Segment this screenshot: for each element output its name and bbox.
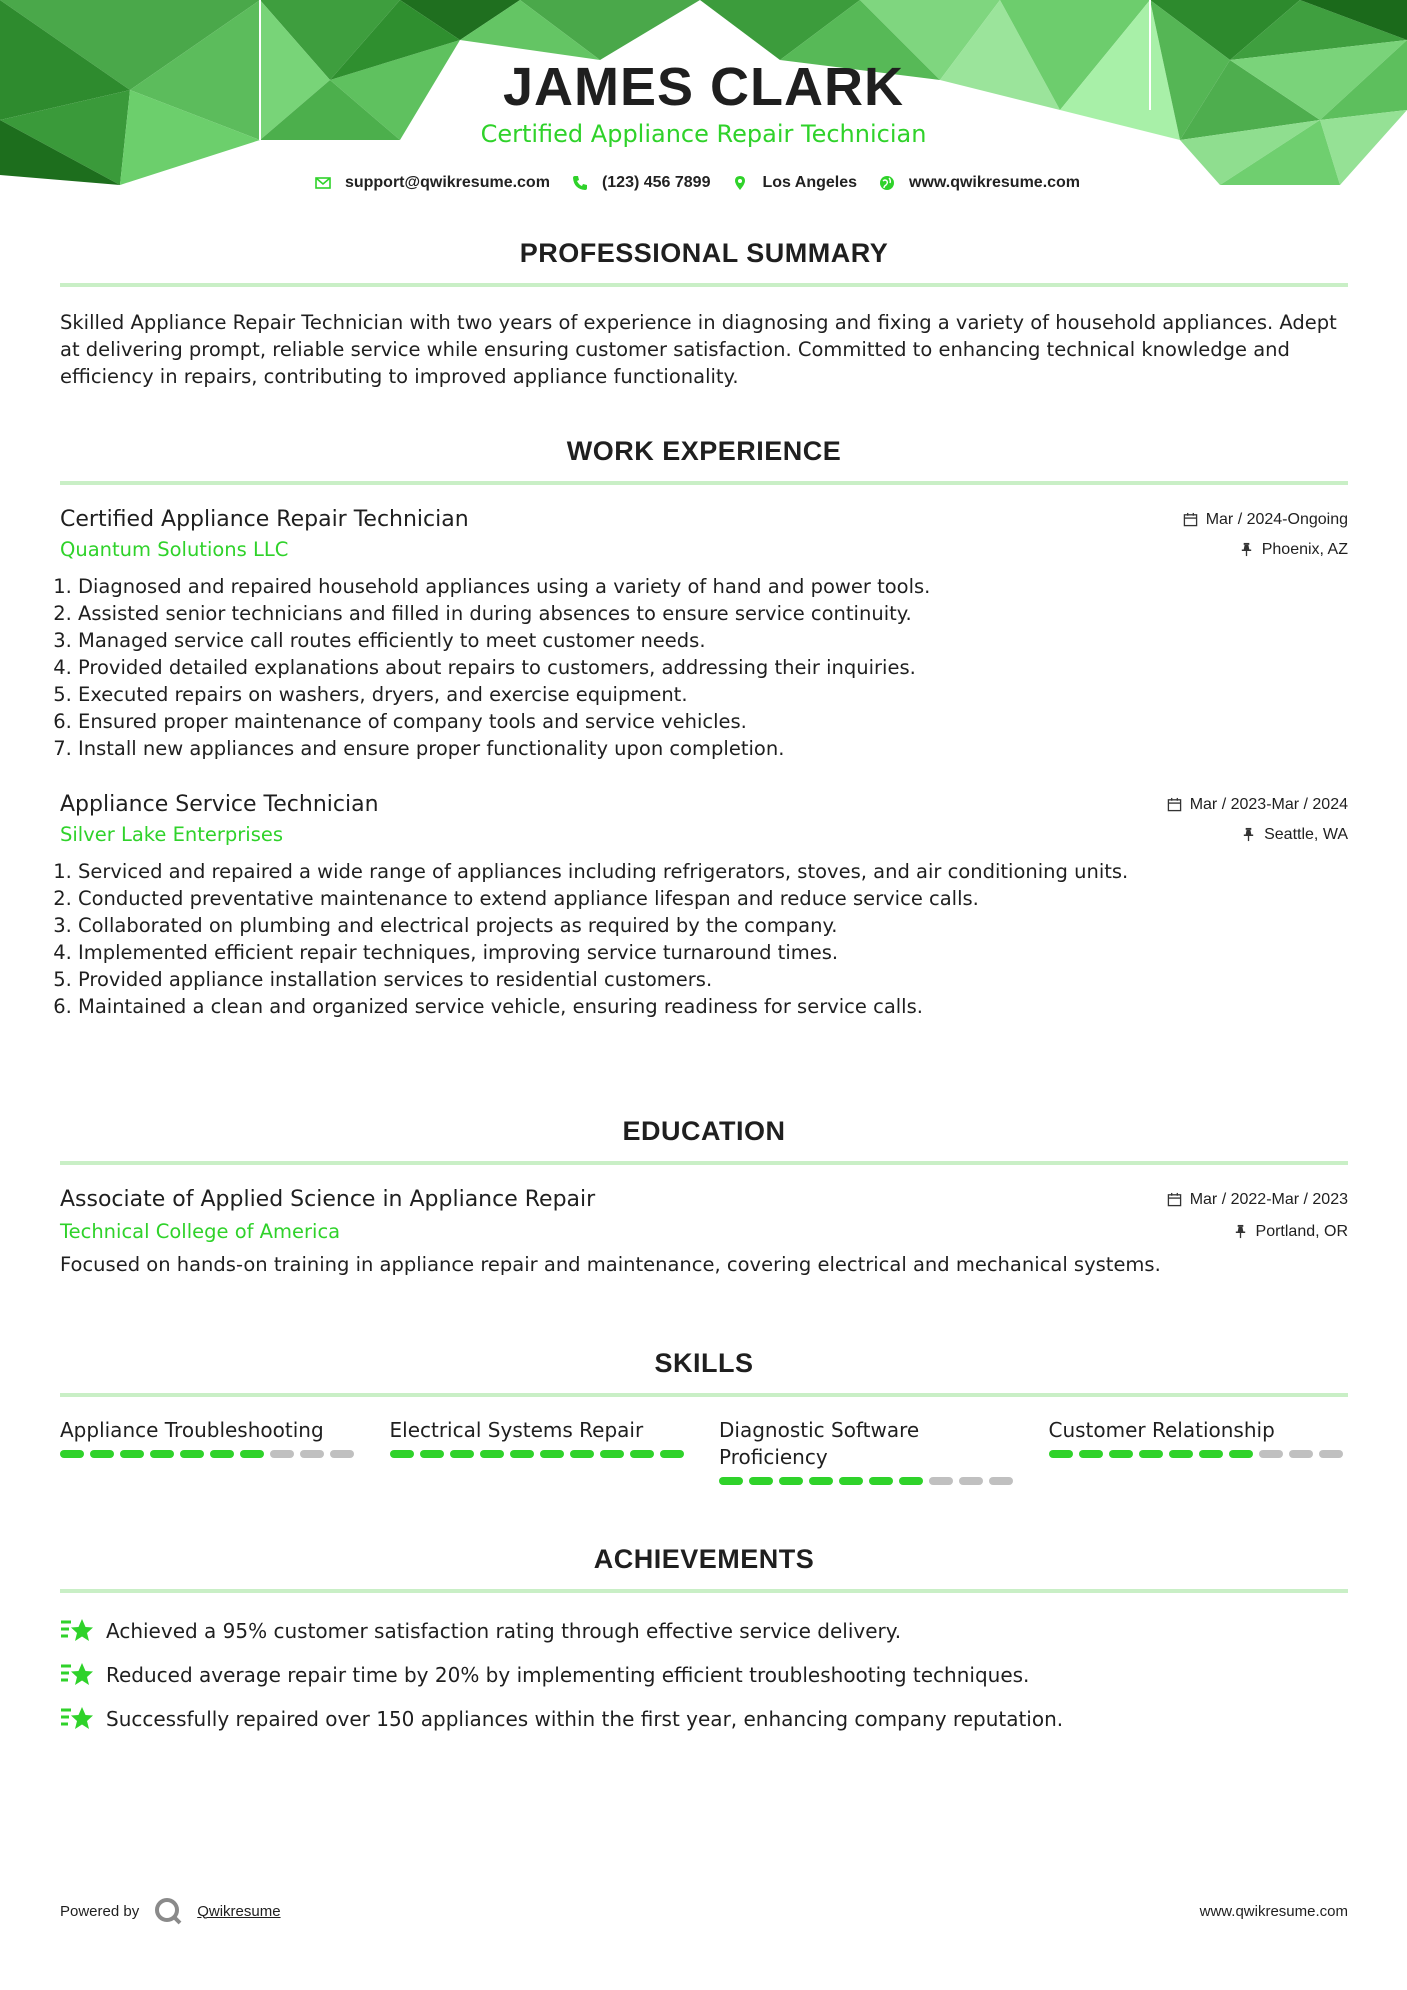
job-title: Certified Appliance Repair Technician bbox=[60, 507, 469, 532]
skill-dot-filled bbox=[1079, 1450, 1103, 1458]
skill-dot-filled bbox=[90, 1450, 114, 1458]
duty-item: 4. Provided detailed explanations about repairs to customers, addressing their inquiries. bbox=[78, 654, 1348, 681]
skill-dot-filled bbox=[839, 1477, 863, 1485]
achievement-item bbox=[60, 1653, 1348, 1697]
skill-dot-filled bbox=[1229, 1450, 1253, 1458]
duty-item: 3. Managed service call routes efficiently to meet customer needs. bbox=[78, 627, 1348, 654]
skill-dot-filled bbox=[510, 1450, 534, 1458]
skill-dot-filled bbox=[210, 1450, 234, 1458]
school-name: Technical College of America bbox=[60, 1220, 341, 1243]
job-duties bbox=[60, 858, 1348, 1020]
achievement-item bbox=[60, 1609, 1348, 1653]
job-entry bbox=[60, 507, 1348, 762]
candidate-name: JAMES CLARK bbox=[502, 57, 905, 117]
achievement-text: Reduced average repair time by 20% by implementing efficient troubleshooting techniques. bbox=[106, 1663, 1030, 1687]
degree-title: Associate of Applied Science in Appliance Repair bbox=[60, 1187, 596, 1212]
contact-email[interactable] bbox=[315, 174, 550, 192]
calendar-icon bbox=[1167, 1192, 1182, 1207]
section-divider bbox=[60, 283, 1348, 287]
job-dates-text: Mar / 2023-Mar / 2024 bbox=[1189, 795, 1348, 813]
contact-phone-text: (123) 456 7899 bbox=[601, 174, 711, 191]
achievement-text: Achieved a 95% customer satisfaction rating through effective service delivery. bbox=[106, 1619, 902, 1643]
skill-dot-filled bbox=[420, 1450, 444, 1458]
contact-bar bbox=[0, 174, 1407, 192]
skill-dot-filled bbox=[480, 1450, 504, 1458]
skill-item bbox=[60, 1417, 360, 1485]
skill-dot-filled bbox=[899, 1477, 923, 1485]
contact-phone[interactable] bbox=[572, 174, 711, 192]
skill-dot-filled bbox=[600, 1450, 624, 1458]
pushpin-icon bbox=[1241, 827, 1256, 842]
duty-item: 1. Diagnosed and repaired household appliances using a variety of hand and power tools. bbox=[78, 573, 1348, 600]
skill-dot-filled bbox=[570, 1450, 594, 1458]
skill-dot-empty bbox=[1319, 1450, 1343, 1458]
experience-title: WORK EXPERIENCE bbox=[566, 436, 842, 466]
education-location bbox=[1233, 1223, 1348, 1241]
job-entry bbox=[60, 792, 1348, 1020]
skill-dot-filled bbox=[779, 1477, 803, 1485]
job-duties bbox=[60, 573, 1348, 762]
achievement-text: Successfully repaired over 150 appliances within the first year, enhancing company reputation. bbox=[106, 1707, 1064, 1731]
education-dates-text: Mar / 2022-Mar / 2023 bbox=[1189, 1190, 1348, 1208]
summary-text: Skilled Appliance Repair Technician with two years of experience in diagnosing and fixing a variety of household appliances. Adept at delivering prompt, reliable service while ensuring customer satisfaction. Committed to enhancing technical knowledge and efficiency in repairs, contributing to improved appliance functionality. bbox=[60, 311, 1337, 388]
duty-item: 6. Ensured proper maintenance of company tools and service vehicles. bbox=[78, 708, 1348, 735]
duty-item: 6. Maintained a clean and organized service vehicle, ensuring readiness for service calls. bbox=[78, 993, 1348, 1020]
skill-dot-filled bbox=[1139, 1450, 1163, 1458]
job-location-text: Phoenix, AZ bbox=[1261, 540, 1348, 558]
skill-dot-empty bbox=[330, 1450, 354, 1458]
skill-rating bbox=[60, 1450, 360, 1458]
star-list-icon bbox=[60, 1704, 94, 1734]
candidate-role: Certified Appliance Repair Technician bbox=[480, 120, 927, 148]
duty-item: 2. Conducted preventative maintenance to extend appliance lifespan and reduce service calls. bbox=[78, 885, 1348, 912]
experience-section bbox=[60, 436, 1348, 1020]
map-pin-icon bbox=[732, 175, 748, 191]
skill-dot-empty bbox=[1289, 1450, 1313, 1458]
skill-rating bbox=[1049, 1450, 1349, 1458]
star-list-icon bbox=[60, 1616, 94, 1646]
achievements-title: ACHIEVEMENTS bbox=[593, 1544, 815, 1574]
skill-dot-filled bbox=[869, 1477, 893, 1485]
skill-dot-filled bbox=[60, 1450, 84, 1458]
job-company: Quantum Solutions LLC bbox=[60, 538, 289, 561]
skills-grid bbox=[60, 1417, 1348, 1485]
education-title: EDUCATION bbox=[622, 1116, 786, 1146]
education-section bbox=[60, 1116, 1348, 1278]
job-location bbox=[1239, 541, 1348, 559]
education-dates bbox=[1167, 1191, 1348, 1209]
star-list-icon bbox=[60, 1660, 94, 1690]
duty-item: 7. Install new appliances and ensure proper functionality upon completion. bbox=[78, 735, 1348, 762]
section-divider bbox=[60, 1393, 1348, 1397]
section-divider bbox=[60, 1161, 1348, 1165]
skill-name: Diagnostic Software Proficiency bbox=[719, 1418, 920, 1469]
skill-dot-filled bbox=[630, 1450, 654, 1458]
duty-item: 5. Provided appliance installation services to residential customers. bbox=[78, 966, 1348, 993]
job-location-text: Seattle, WA bbox=[1264, 825, 1348, 843]
skill-dot-filled bbox=[1199, 1450, 1223, 1458]
duty-item: 2. Assisted senior technicians and filled in during absences to ensure service continuity. bbox=[78, 600, 1348, 627]
skill-rating bbox=[719, 1477, 1019, 1485]
pushpin-icon bbox=[1233, 1224, 1248, 1239]
skill-dot-filled bbox=[660, 1450, 684, 1458]
job-location bbox=[1241, 826, 1348, 844]
skill-item bbox=[1049, 1417, 1349, 1485]
skill-dot-empty bbox=[989, 1477, 1013, 1485]
pushpin-icon bbox=[1239, 542, 1254, 557]
skill-dot-filled bbox=[180, 1450, 204, 1458]
skill-dot-filled bbox=[120, 1450, 144, 1458]
skill-dot-filled bbox=[450, 1450, 474, 1458]
skill-name: Customer Relationship bbox=[1048, 1418, 1275, 1442]
contact-website-text: www.qwikresume.com bbox=[909, 174, 1081, 191]
skill-dot-empty bbox=[959, 1477, 983, 1485]
achievements-section bbox=[60, 1544, 1348, 1741]
calendar-icon bbox=[1183, 512, 1198, 527]
job-dates-text: Mar / 2024-Ongoing bbox=[1205, 510, 1348, 528]
section-divider bbox=[60, 1589, 1348, 1593]
skill-item bbox=[719, 1417, 1019, 1485]
contact-website[interactable] bbox=[879, 174, 1080, 192]
job-title: Appliance Service Technician bbox=[60, 792, 379, 817]
skill-dot-filled bbox=[1049, 1450, 1073, 1458]
skill-rating bbox=[390, 1450, 690, 1458]
achievement-list bbox=[60, 1609, 1348, 1741]
skill-dot-filled bbox=[1169, 1450, 1193, 1458]
education-location-text: Portland, OR bbox=[1255, 1222, 1348, 1240]
globe-icon bbox=[879, 175, 895, 191]
achievement-item bbox=[60, 1697, 1348, 1741]
skill-dot-empty bbox=[270, 1450, 294, 1458]
job-company: Silver Lake Enterprises bbox=[60, 823, 284, 846]
skill-dot-empty bbox=[300, 1450, 324, 1458]
qwikresume-link[interactable]: Qwikresume bbox=[197, 1902, 281, 1920]
skills-section bbox=[60, 1348, 1348, 1485]
skill-item bbox=[390, 1417, 690, 1485]
skill-name: Appliance Troubleshooting bbox=[60, 1418, 324, 1442]
contact-location bbox=[732, 174, 857, 192]
skill-dot-filled bbox=[390, 1450, 414, 1458]
duty-item: 1. Serviced and repaired a wide range of appliances including refrigerators, stoves, and air conditioning units. bbox=[78, 858, 1348, 885]
contact-email-text: support@qwikresume.com bbox=[344, 174, 550, 191]
skill-dot-filled bbox=[749, 1477, 773, 1485]
calendar-icon bbox=[1167, 797, 1182, 812]
skill-dot-filled bbox=[809, 1477, 833, 1485]
skill-dot-filled bbox=[540, 1450, 564, 1458]
contact-location-text: Los Angeles bbox=[762, 174, 858, 191]
qwikresume-logo-icon bbox=[153, 1896, 183, 1926]
skill-dot-empty bbox=[929, 1477, 953, 1485]
education-description: Focused on hands-on training in appliance repair and maintenance, covering electrical and mechanical systems. bbox=[60, 1253, 1161, 1276]
skill-dot-filled bbox=[1109, 1450, 1133, 1458]
summary-section bbox=[60, 238, 1348, 390]
duty-item: 3. Collaborated on plumbing and electrical projects as required by the company. bbox=[78, 912, 1348, 939]
powered-by-label: Powered by bbox=[60, 1902, 140, 1920]
footer bbox=[60, 1896, 1348, 1926]
duty-item: 5. Executed repairs on washers, dryers, and exercise equipment. bbox=[78, 681, 1348, 708]
section-divider bbox=[60, 481, 1348, 485]
skill-dot-filled bbox=[719, 1477, 743, 1485]
job-dates bbox=[1167, 796, 1348, 814]
summary-title: PROFESSIONAL SUMMARY bbox=[519, 238, 889, 268]
job-dates bbox=[1183, 511, 1348, 529]
envelope-icon bbox=[315, 175, 331, 191]
footer-website[interactable]: www.qwikresume.com bbox=[1199, 1902, 1348, 1920]
skill-dot-filled bbox=[240, 1450, 264, 1458]
skills-title: SKILLS bbox=[654, 1348, 754, 1378]
skill-dot-empty bbox=[1259, 1450, 1283, 1458]
duty-item: 4. Implemented efficient repair techniques, improving service turnaround times. bbox=[78, 939, 1348, 966]
phone-icon bbox=[572, 175, 588, 191]
skill-name: Electrical Systems Repair bbox=[389, 1418, 644, 1442]
skill-dot-filled bbox=[150, 1450, 174, 1458]
